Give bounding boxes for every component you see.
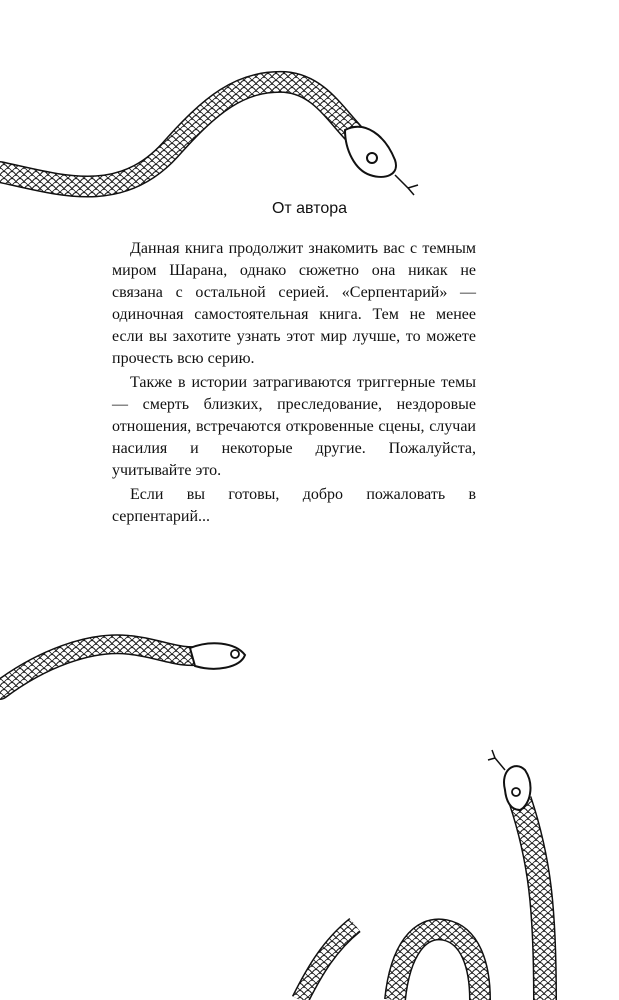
paragraph-1-text: Данная книга продолжит знакомить вас с темным миром Шарана, однако сюжетно она никак не связана с остальной серией. «Серпентарий» — одиночная самостоятельная книга. Тем не менее если вы захотите узнать этот мир лучше, то можете прочесть всю серию.: [112, 240, 476, 367]
snake-middle: [0, 643, 245, 690]
snake-top: [0, 82, 418, 195]
paragraph-1: [112, 238, 476, 370]
paragraph-3-text: Если вы готовы, добро пожаловать в серпентарий...: [112, 486, 476, 525]
paragraph-3: [112, 484, 476, 528]
page-heading: От автора: [271, 200, 348, 217]
paragraph-2: [112, 372, 476, 482]
paragraph-2-text: Также в истории затрагиваются триггерные темы — смерть близких, преследование, нездоровые отношения, встречаются откровенные сцены, случаи насилия и некоторые другие. Пожалуйста, учитывайте это.: [112, 374, 476, 479]
snake-bottom: [300, 750, 545, 1000]
